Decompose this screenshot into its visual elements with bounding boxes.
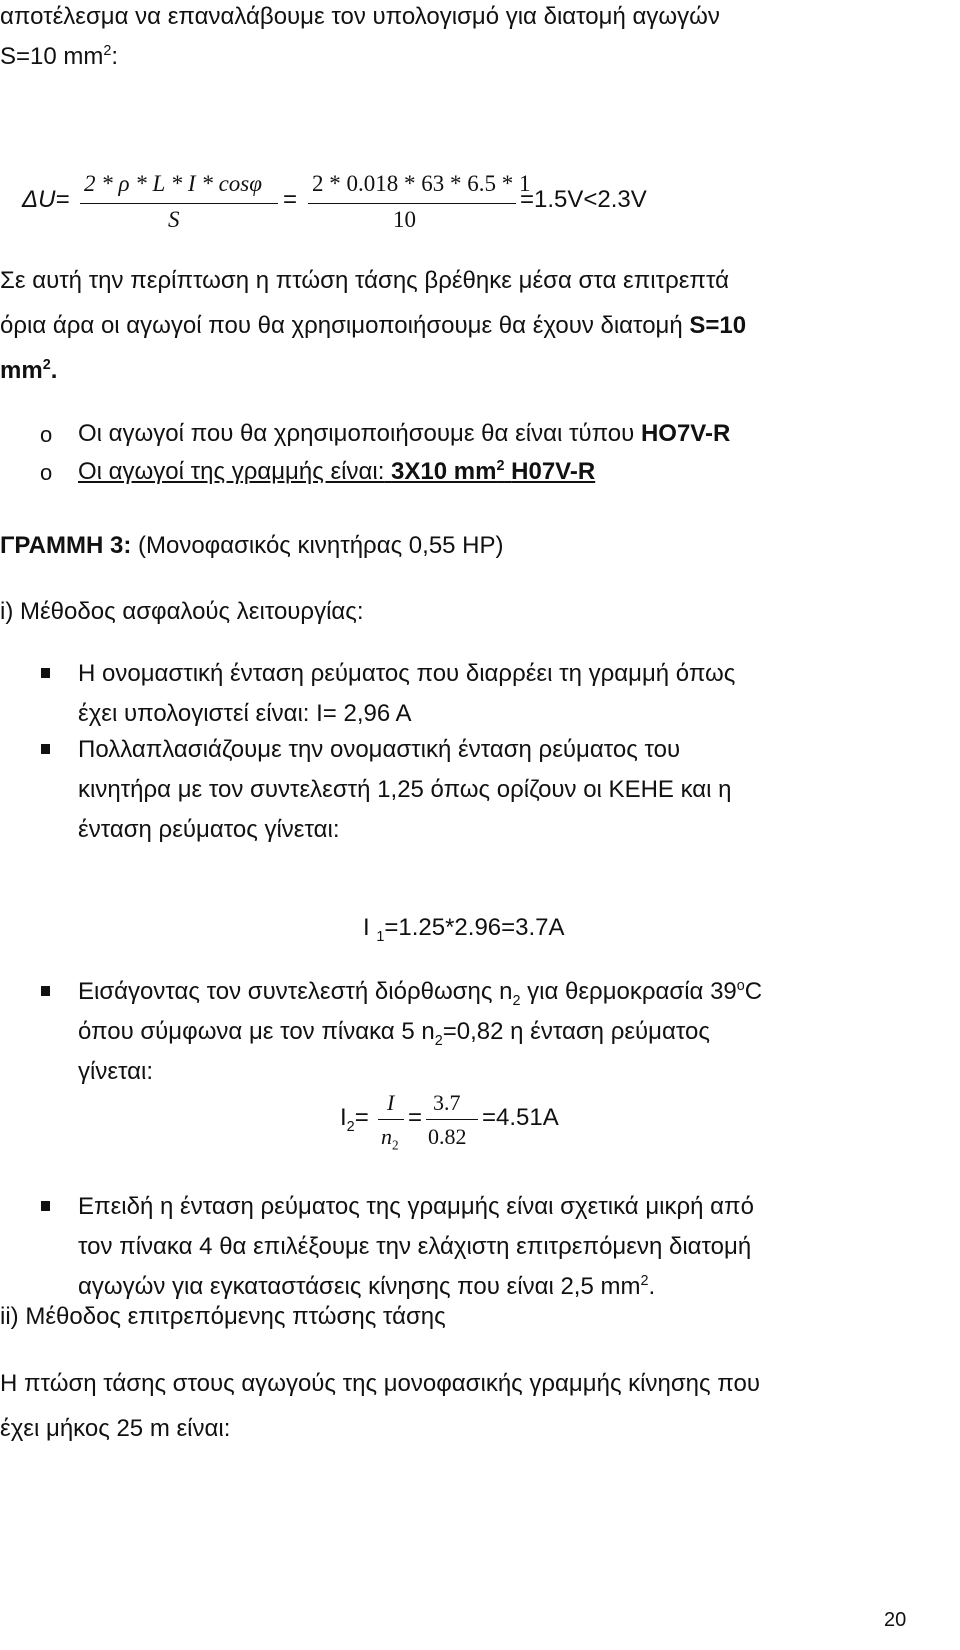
formula-i2-den1-symbol: n — [381, 1124, 392, 1149]
circle-item-2-bold-1: 3X10 mm — [391, 458, 497, 485]
result-line-2 — [0, 314, 746, 338]
formula-i2-fraction-line-2 — [426, 1119, 478, 1120]
formula-i2-lhs-symbol: I — [340, 1104, 347, 1131]
result-line-3-sup: 2 — [42, 357, 51, 373]
intro-line-2-sup: 2 — [103, 43, 112, 59]
circle-bullet-2: o — [40, 460, 53, 485]
circle-item-1 — [78, 422, 730, 446]
circle-bullet-1: o — [40, 422, 53, 447]
formula-du-den2: 10 — [393, 207, 416, 232]
square-bullet-2 — [41, 744, 50, 754]
formula-i2-num1: I — [387, 1090, 395, 1115]
formula-du-num2: 2 * 0.018 * 63 * 6.5 * 1 — [312, 171, 531, 196]
bullet-4-line-1: Επειδή η ένταση ρεύματος της γραμμής είναι σχετικά μικρή από — [78, 1193, 754, 1220]
formula-i2-den1-sub: 2 — [392, 1137, 399, 1153]
formula-i2-fraction-line-1 — [378, 1119, 404, 1120]
final-line-1: Η πτώση τάσης στους αγωγούς της μονοφασικής γραμμής κίνησης που — [0, 1370, 760, 1397]
circle-item-1-text: Οι αγωγοί που θα χρησιμοποιήσουμε θα είναι τύπου — [78, 420, 635, 447]
formula-i2-lhs-eq: = — [354, 1104, 369, 1131]
bullet-4-line-2: τον πίνακα 4 θα επιλέξουμε την ελάχιστη επιτρεπόμενη διατομή — [78, 1233, 752, 1260]
bullet-1-line-1: Η ονομαστική ένταση ρεύματος που διαρρέει τη γραμμή όπως — [78, 660, 736, 687]
intro-line-2 — [0, 45, 118, 69]
bullet-3-line-1-text: Εισάγοντας τον συντελεστή διόρθωσης n — [78, 978, 513, 1005]
bullet-3-line-2 — [78, 1018, 710, 1049]
method-1-heading: i) Μέθοδος ασφαλούς λειτουργίας: — [0, 598, 364, 625]
line-3-heading — [0, 534, 504, 558]
bullet-3-line-1 — [78, 978, 763, 1009]
circle-item-2 — [78, 460, 595, 484]
formula-i1-value: =1.25*2.96=3.7A — [384, 914, 565, 941]
intro-line-1: αποτέλεσμα να επαναλάβουμε τον υπολογισμό για διατομή αγωγών — [0, 3, 720, 30]
formula-i2-num2: 3.7 — [433, 1090, 461, 1115]
bullet-4-line-3-end: . — [648, 1273, 656, 1300]
bullet-2-line-2: κινητήρα με τον συντελεστή 1,25 όπως ορίζουν οι ΚΕΗΕ και η — [78, 776, 732, 803]
circle-item-2-sup: 2 — [496, 458, 505, 474]
intro-line-2-text: S=10 mm — [0, 43, 104, 70]
bullet-1-line-2: έχει υπολογιστεί είναι: I= 2,96 A — [78, 700, 412, 727]
page-number: 20 — [884, 1609, 907, 1631]
bullet-3-line-3: γίνεται: — [78, 1058, 154, 1085]
formula-i2-den2: 0.82 — [428, 1124, 467, 1149]
formula-i2-eq: = — [408, 1104, 423, 1131]
formula-du-result: =1.5V<2.3V — [520, 186, 647, 213]
bullet-3-line-2-end: =0,82 η ένταση ρεύματος — [442, 1018, 710, 1045]
result-line-3 — [0, 359, 57, 383]
final-line-2: έχει μήκος 25 m είναι: — [0, 1415, 231, 1442]
circle-item-2-bold-2: H07V-R — [511, 458, 596, 485]
bullet-4-line-3-sup: 2 — [640, 1273, 649, 1289]
bullet-3-line-1-mid: για θερμοκρασία 39 — [520, 978, 737, 1005]
formula-i2-den1 — [381, 1124, 399, 1153]
formula-du-fraction-line-2 — [308, 203, 516, 204]
formula-i1-symbol: I — [363, 914, 370, 941]
result-line-1: Σε αυτή την περίπτωση η πτώση τάσης βρέθηκε μέσα στα επιτρεπτά — [0, 267, 729, 294]
bullet-3-line-1-sup: ο — [736, 978, 745, 994]
result-line-2-text: όρια άρα οι αγωγοί που θα χρησιμοποιήσουμε θα έχουν διατομή — [0, 312, 683, 339]
circle-item-2-text: Οι αγωγοί της γραμμής είναι: — [78, 458, 385, 485]
result-line-3-end: . — [50, 357, 58, 384]
bullet-4-line-3-text: αγωγών για εγκαταστάσεις κίνησης που είναι 2,5 mm — [78, 1273, 641, 1300]
formula-i2-result: =4.51A — [482, 1104, 559, 1131]
intro-line-2-end: : — [111, 43, 119, 70]
method-2-heading: ii) Μέθοδος επιτρεπόμενης πτώσης τάσης — [0, 1303, 446, 1330]
formula-du-num1: 2 * ρ * L * I * cosφ — [84, 171, 262, 196]
bullet-3-line-1-end: C — [744, 978, 763, 1005]
bullet-2-line-1: Πολλαπλασιάζουμε την ονομαστική ένταση ρεύματος του — [78, 736, 681, 763]
square-bullet-4 — [41, 1201, 50, 1211]
formula-i2-lhs — [340, 1104, 369, 1135]
bullet-3-line-1-sub: 2 — [512, 992, 521, 1009]
square-bullet-1 — [41, 668, 50, 678]
result-line-3-text: mm — [0, 357, 43, 384]
result-line-2-bold: S=10 — [689, 312, 747, 339]
formula-du-lhs: ΔU= — [22, 186, 70, 213]
line-3-heading-text: (Μονοφασικός κινητήρας 0,55 HP) — [137, 532, 504, 559]
bullet-3-line-2-text: όπου σύμφωνα με τον πίνακα 5 n — [78, 1018, 435, 1045]
bullet-4-line-3 — [78, 1275, 655, 1299]
formula-i1-sub: 1 — [376, 928, 385, 945]
formula-i2-lhs-sub: 2 — [346, 1118, 355, 1135]
formula-du-eq: = — [283, 186, 298, 213]
line-3-heading-bold: ΓΡΑΜΜΗ 3: — [0, 532, 132, 559]
formula-du-den1: S — [168, 207, 180, 232]
formula-i1 — [363, 914, 565, 945]
formula-du-fraction-line-1 — [80, 203, 278, 204]
bullet-3-line-2-sub: 2 — [434, 1032, 443, 1049]
square-bullet-3 — [41, 986, 50, 996]
bullet-2-line-3: ένταση ρεύματος γίνεται: — [78, 816, 340, 843]
circle-item-1-bold: HO7V-R — [640, 420, 731, 447]
